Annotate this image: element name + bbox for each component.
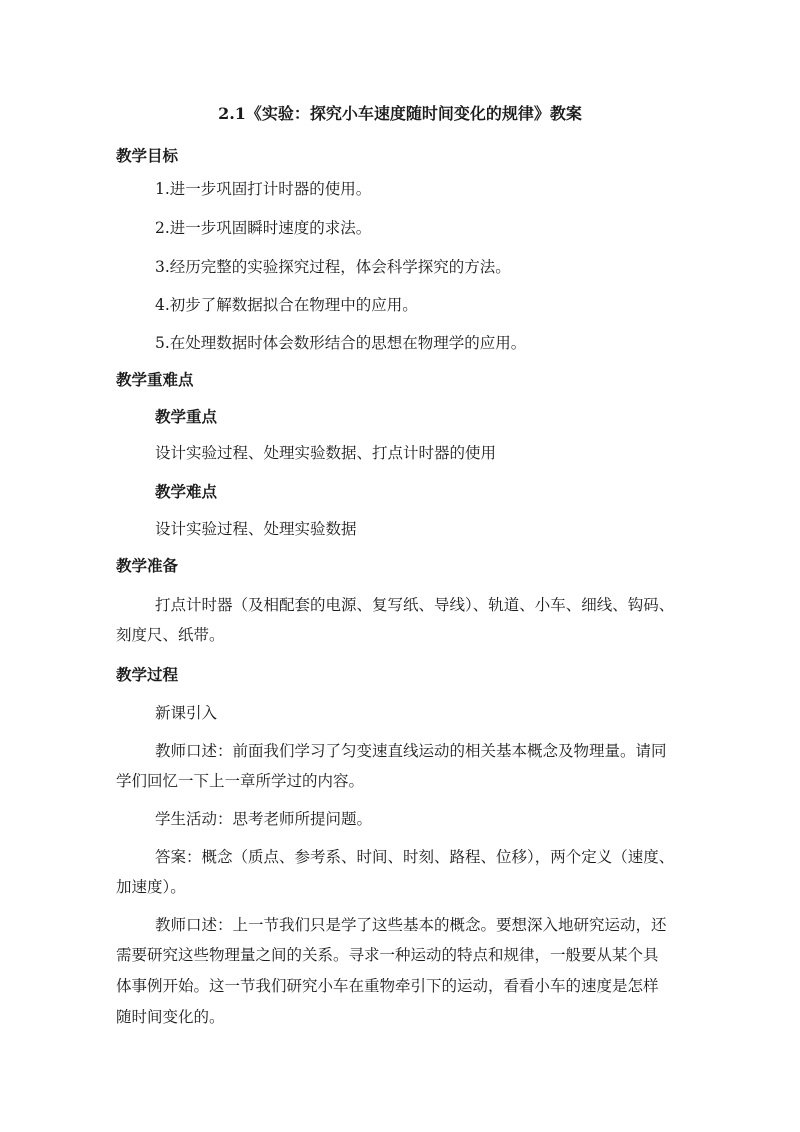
- goal-item-2: 2.进一步巩固瞬时速度的求法。: [155, 219, 372, 237]
- preparation-line-1: 打点计时器（及相配套的电源、复写纸、导线）、轨道、小车、细线、钩码、: [155, 596, 675, 614]
- focus-text: 设计实验过程、处理实验数据、打点计时器的使用: [155, 444, 497, 462]
- section-heading-preparation: 教学准备: [116, 556, 179, 575]
- process-p4-line-4: 随时间变化的。: [116, 1008, 225, 1026]
- section-heading-key-points: 教学重难点: [116, 370, 194, 389]
- subheading-difficulty: 教学难点: [155, 482, 218, 501]
- goal-item-3: 3.经历完整的实验探究过程，体会科学探究的方法。: [155, 258, 511, 276]
- preparation-line-2: 刻度尺、纸带。: [116, 626, 225, 644]
- document-title: 2.1《实验：探究小车速度随时间变化的规律》教案: [218, 104, 582, 123]
- section-heading-process: 教学过程: [116, 665, 179, 684]
- process-p1-line-2: 学们回忆一下上一章所学过的内容。: [116, 772, 365, 790]
- section-heading-goals: 教学目标: [116, 146, 179, 165]
- process-p3-line-1: 答案：概念（质点、参考系、时间、时刻、路程、位移），两个定义（速度、: [155, 848, 675, 866]
- process-p2: 学生活动：思考老师所提问题。: [155, 810, 373, 828]
- subheading-focus: 教学重点: [155, 407, 218, 426]
- goal-item-4: 4.初步了解数据拟合在物理中的应用。: [155, 296, 418, 314]
- process-p3-line-2: 加速度）。: [116, 878, 186, 896]
- process-p4-line-3: 体事例开始。这一节我们研究小车在重物牵引下的运动，看看小车的速度是怎样: [116, 977, 659, 995]
- process-intro: 新课引入: [155, 704, 218, 722]
- process-p4-line-1: 教师口述：上一节我们只是学了这些基本的概念。要想深入地研究运动，还: [155, 916, 667, 934]
- goal-item-5: 5.在处理数据时体会数形结合的思想在物理学的应用。: [155, 334, 527, 352]
- goal-item-1: 1.进一步巩固打计时器的使用。: [155, 180, 372, 198]
- process-p4-line-2: 需要研究这些物理量之间的关系。寻求一种运动的特点和规律，一般要从某个具: [116, 946, 659, 964]
- difficulty-text: 设计实验过程、处理实验数据: [155, 520, 357, 538]
- process-p1-line-1: 教师口述：前面我们学习了匀变速直线运动的相关基本概念及物理量。请同: [155, 742, 667, 760]
